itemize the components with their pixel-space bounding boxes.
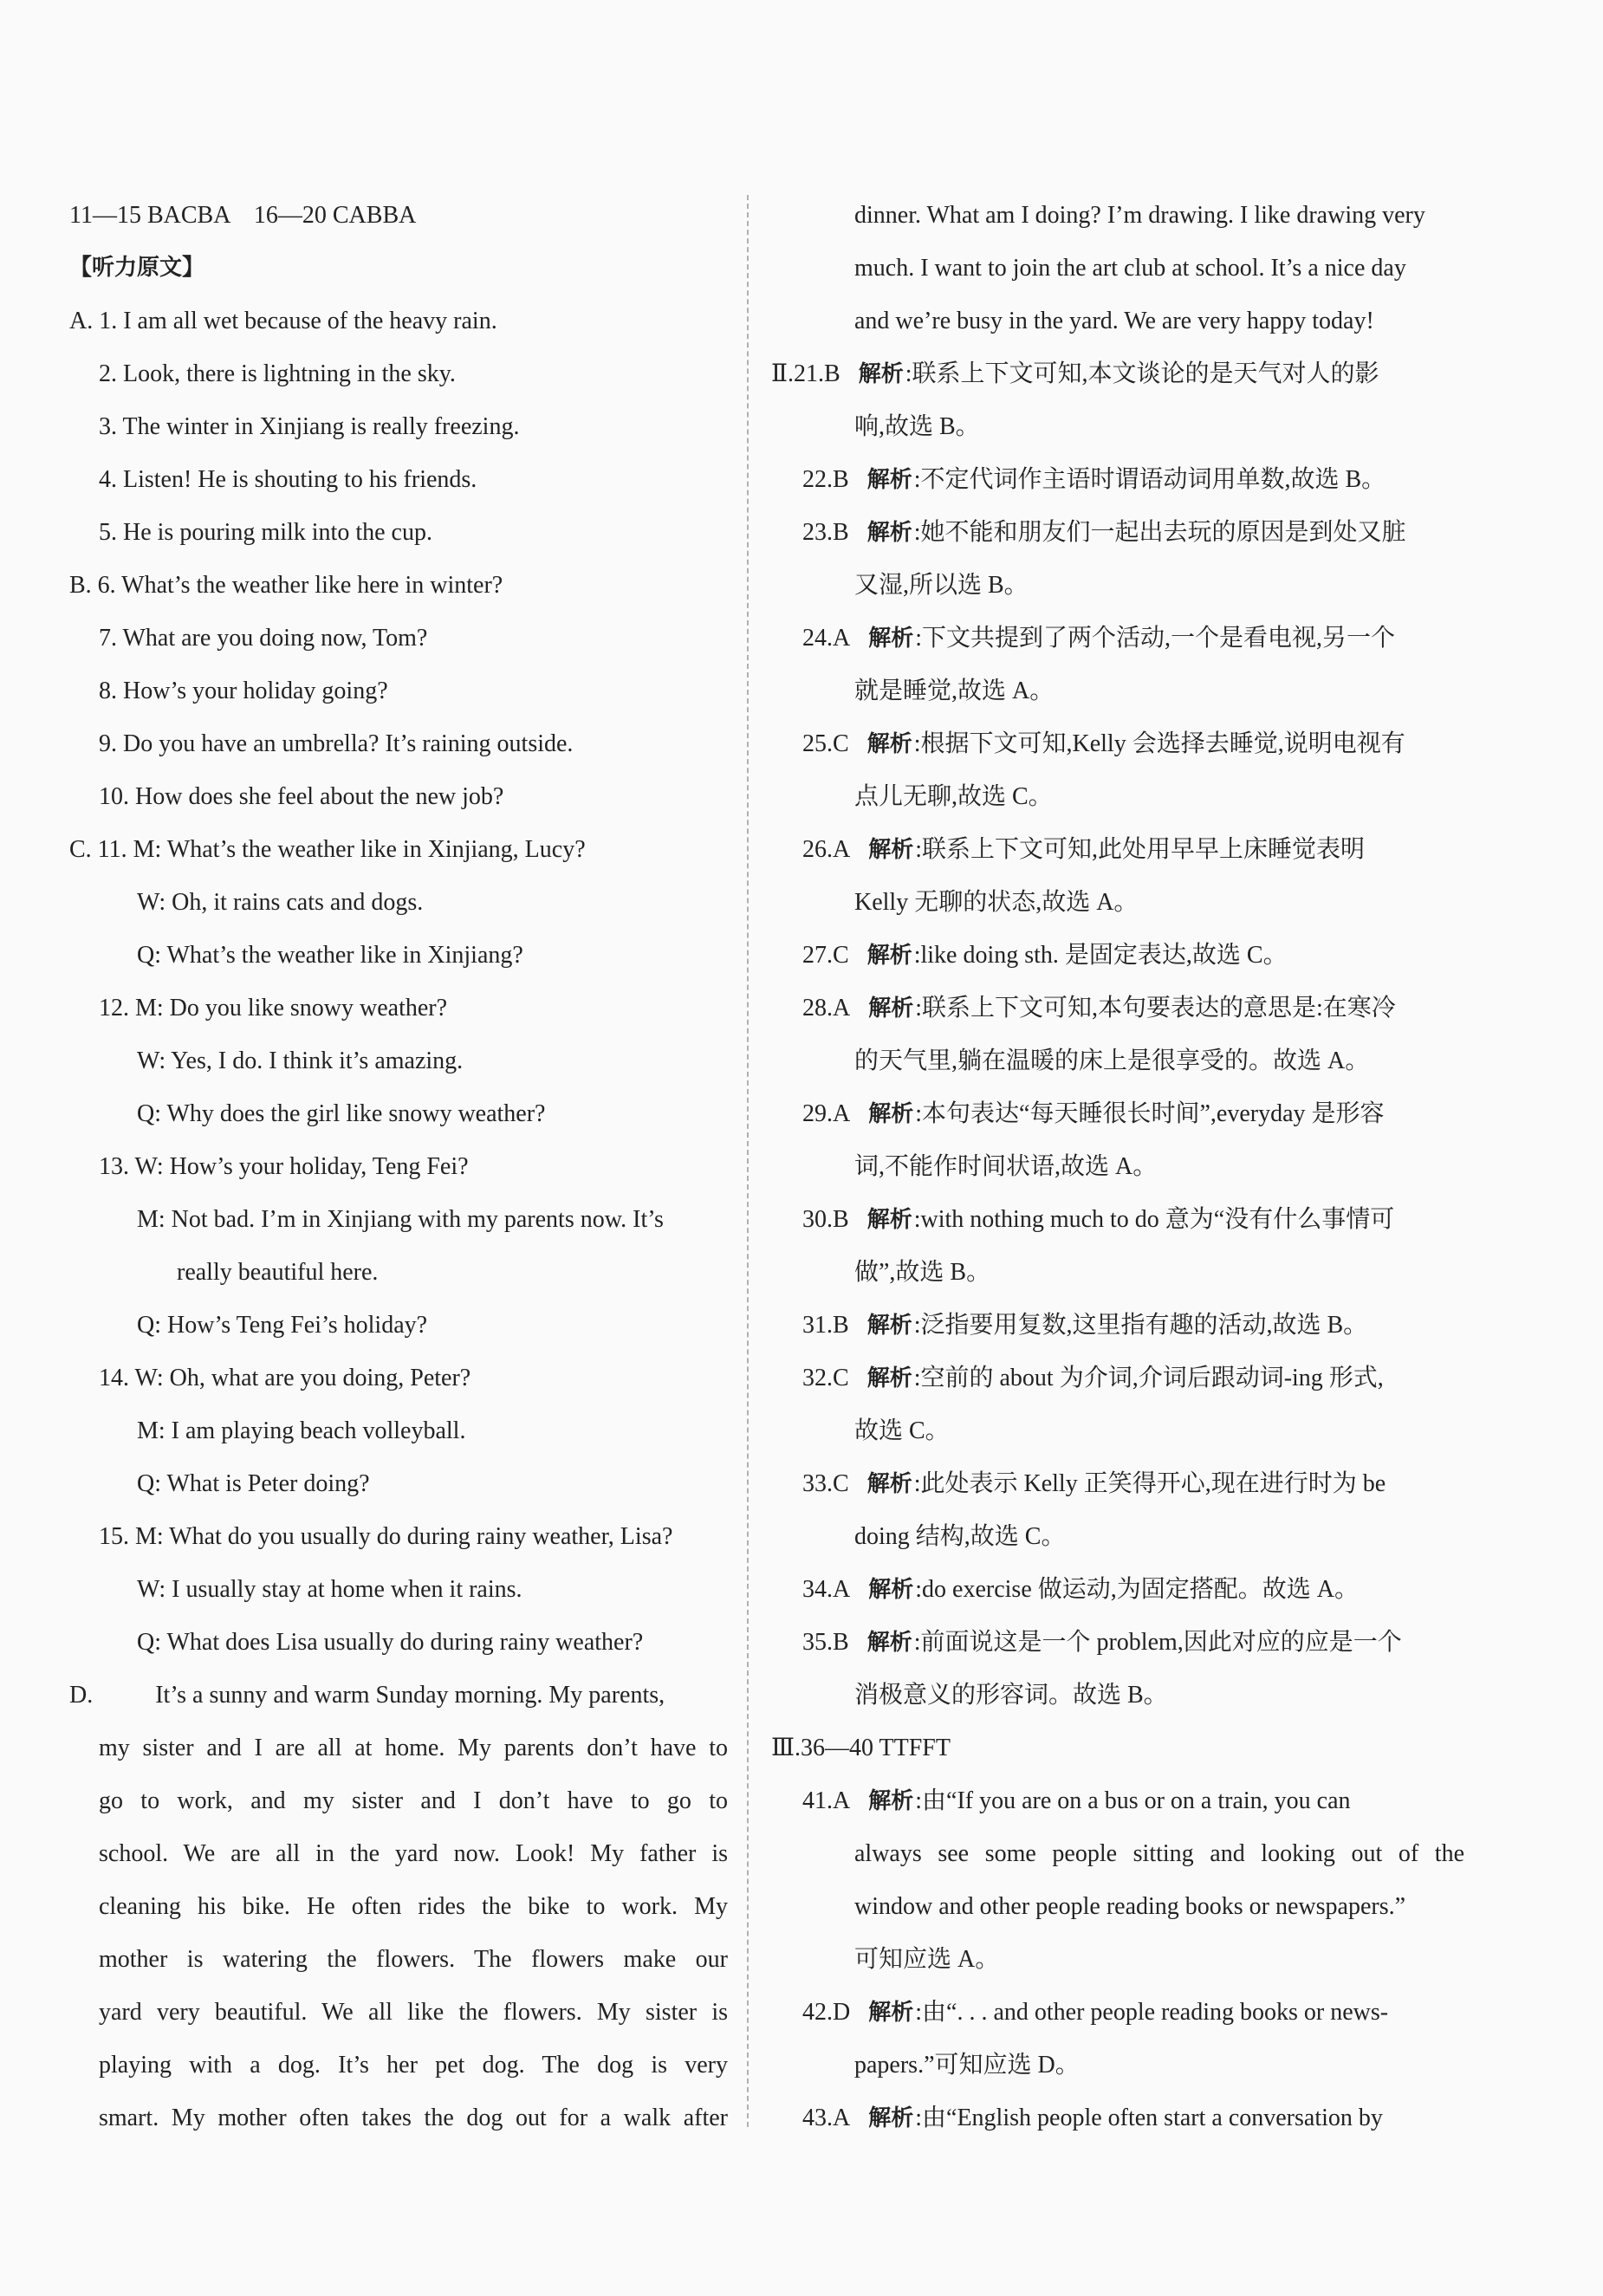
analysis-keyword: 解析 <box>866 520 912 546</box>
part-b-line: 8. How’s your holiday going? <box>99 678 388 704</box>
analysis-keyword: 解析 <box>868 837 914 863</box>
part-d-continued: and we’re busy in the yard. We are very happy today! <box>854 308 1374 334</box>
answer-number: 33.C <box>802 1470 849 1497</box>
right-column <box>771 189 1464 2144</box>
section-3-prefix: Ⅲ. <box>771 1735 802 1761</box>
answers-text: 36—40 TTFFT <box>801 1735 951 1761</box>
analysis-text: :联系上下文可知,此处用早早上床睡觉表明 <box>915 836 1366 863</box>
part-d-continued: dinner. What am I doing? I’m drawing. I like drawing very <box>854 202 1425 229</box>
answer-item-30 <box>771 1193 1464 1246</box>
part-c-line: really beautiful here. <box>177 1259 379 1286</box>
part-c-line: M: Not bad. I’m in Xinjiang with my parents now. It’s <box>137 1206 664 1233</box>
answer-number: 29.A <box>802 1100 851 1127</box>
analysis-text: :like doing sth. 是固定表达,故选 C。 <box>913 942 1288 969</box>
part-b-line: 10. How does she feel about the new job? <box>99 783 504 810</box>
analysis-keyword: 解析 <box>868 2105 914 2131</box>
part-d-continued: much. I want to join the art club at school. It’s a nice day <box>854 255 1406 282</box>
answer-number: 22.B <box>802 466 849 493</box>
part-c-line: W: Yes, I do. I think it’s amazing. <box>137 1047 464 1074</box>
part-c-line: Q: What does Lisa usually do during rainy weather? <box>137 1629 644 1656</box>
answers-36-40 <box>771 1722 1464 1774</box>
analysis-keyword: 解析 <box>868 996 914 1022</box>
analysis-keyword: 解析 <box>866 467 912 493</box>
analysis-text: :本句表达“每天睡很长时间”,everyday 是形容 <box>915 1100 1385 1127</box>
answer-item-41 <box>771 1774 1464 1827</box>
answer-item-32 <box>771 1352 1464 1404</box>
part-b-line: 9. Do you have an umbrella? It’s raining outside. <box>99 730 574 757</box>
analysis-continued: 又湿,所以选 B。 <box>854 572 1029 599</box>
analysis-text: :她不能和朋友们一起出去玩的原因是到处又脏 <box>913 519 1406 546</box>
part-d-label: D. <box>69 1682 94 1709</box>
answer-number: 30.B <box>802 1206 849 1233</box>
part-c-line: Q: What’s the weather like in Xinjiang? <box>137 942 523 969</box>
answer-number: 24.A <box>802 625 851 652</box>
answer-item-25 <box>771 717 1464 770</box>
answer-item-35 <box>771 1616 1464 1669</box>
part-c-line: Q: Why does the girl like snowy weather? <box>137 1100 546 1127</box>
part-c-line: 12. M: Do you like snowy weather? <box>99 995 448 1022</box>
analysis-text: :do exercise 做运动,为固定搭配。故选 A。 <box>915 1576 1359 1603</box>
column-divider <box>747 195 749 2127</box>
analysis-continued: always see some people sitting and looking out of the <box>854 1840 1464 1867</box>
answer-number: 43.A <box>802 2105 851 2131</box>
analysis-text: :由“If you are on a bus or on a train, you can <box>915 1787 1351 1814</box>
analysis-keyword: 解析 <box>868 2000 914 2026</box>
answer-number: 28.A <box>802 995 851 1022</box>
answer-item-27 <box>771 929 1464 982</box>
answer-item-26 <box>771 823 1464 876</box>
answer-item-28 <box>771 982 1464 1034</box>
part-c-line: W: I usually stay at home when it rains. <box>137 1576 522 1603</box>
answer-number: 32.C <box>802 1365 849 1391</box>
analysis-keyword: 解析 <box>866 1630 912 1656</box>
answer-item-29 <box>771 1087 1464 1140</box>
part-d-line: school. We are all in the yard now. Look! My father is <box>99 1840 728 1867</box>
section-title: 【听力原文】 <box>69 255 205 281</box>
part-b-line: 7. What are you doing now, Tom? <box>99 625 428 652</box>
answer-number: 35.B <box>802 1629 849 1656</box>
answer-item-31 <box>771 1299 1464 1352</box>
analysis-continued: 响,故选 B。 <box>854 413 980 440</box>
analysis-keyword: 解析 <box>866 1207 912 1233</box>
analysis-text: :前面说这是一个 problem,因此对应的应是一个 <box>913 1629 1402 1656</box>
analysis-text: :联系上下文可知,本文谈论的是天气对人的影 <box>905 360 1379 387</box>
part-c-line: 14. W: Oh, what are you doing, Peter? <box>99 1365 471 1391</box>
part-a-line: 4. Listen! He is shouting to his friends. <box>99 466 477 493</box>
answer-number: 31.B <box>802 1312 849 1339</box>
analysis-continued: 做”,故选 B。 <box>854 1259 991 1286</box>
analysis-continued: 故选 C。 <box>854 1417 950 1444</box>
answer-number: 23.B <box>802 519 849 546</box>
analysis-keyword: 解析 <box>866 731 912 757</box>
part-c-line: 13. W: How’s your holiday, Teng Fei? <box>99 1153 469 1180</box>
analysis-text: :根据下文可知,Kelly 会选择去睡觉,说明电视有 <box>913 730 1405 757</box>
part-d-line: my sister and I are all at home. My parents don’t have to <box>99 1735 728 1761</box>
answer-item-23 <box>771 506 1464 559</box>
analysis-keyword: 解析 <box>868 626 914 652</box>
analysis-continued: 点儿无聊,故选 C。 <box>854 783 1053 810</box>
answer-item-33 <box>771 1457 1464 1510</box>
analysis-text: :with nothing much to do 意为“没有什么事情可 <box>913 1206 1395 1233</box>
answers-11-20: 11—15 BACBA 16—20 CABBA <box>69 202 417 229</box>
answer-item-21 <box>771 347 1464 400</box>
analysis-continued: papers.”可知应选 D。 <box>854 2052 1080 2079</box>
section-2-prefix: Ⅱ. <box>771 360 795 387</box>
analysis-keyword: 解析 <box>866 1471 912 1497</box>
analysis-continued: 就是睡觉,故选 A。 <box>854 678 1055 704</box>
analysis-text: :此处表示 Kelly 正笑得开心,现在进行时为 be <box>913 1470 1386 1497</box>
analysis-keyword: 解析 <box>866 943 912 969</box>
part-d-first-line <box>69 1669 728 1722</box>
answer-item-34 <box>771 1563 1464 1616</box>
analysis-keyword: 解析 <box>858 361 904 387</box>
answer-item-43 <box>771 2092 1464 2144</box>
part-a-line: 2. Look, there is lightning in the sky. <box>99 360 456 387</box>
analysis-text: :空前的 about 为介词,介词后跟动词-ing 形式, <box>913 1365 1384 1391</box>
part-c-line: M: I am playing beach volleyball. <box>137 1417 466 1444</box>
analysis-continued: 的天气里,躺在温暖的床上是很享受的。故选 A。 <box>854 1047 1370 1074</box>
answer-number: 25.C <box>802 730 849 757</box>
analysis-continued: 可知应选 A。 <box>854 1946 1000 1973</box>
answer-item-24 <box>771 612 1464 665</box>
part-d-line: smart. My mother often takes the dog out for a walk after <box>99 2105 728 2131</box>
analysis-continued: 词,不能作时间状语,故选 A。 <box>854 1153 1158 1180</box>
answer-number: 21.B <box>794 360 840 387</box>
analysis-continued: doing 结构,故选 C。 <box>854 1523 1066 1550</box>
answer-number: 42.D <box>802 1999 851 2026</box>
part-d-line: go to work, and my sister and I don’t have to go to <box>99 1787 728 1814</box>
part-d-line: yard very beautiful. We all like the flowers. My sister is <box>99 1999 728 2026</box>
part-d-line: mother is watering the flowers. The flowers make our <box>99 1946 728 1973</box>
part-a-line: 5. He is pouring milk into the cup. <box>99 519 432 546</box>
part-c-line: Q: How’s Teng Fei’s holiday? <box>137 1312 428 1339</box>
analysis-text: :由“. . . and other people reading books or news- <box>915 1999 1389 2026</box>
analysis-text: :由“English people often start a conversation by <box>915 2105 1383 2131</box>
analysis-text: :泛指要用复数,这里指有趣的活动,故选 B。 <box>913 1312 1368 1339</box>
part-c-line: 15. M: What do you usually do during rainy weather, Lisa? <box>99 1523 673 1550</box>
part-b-line: B. 6. What’s the weather like here in winter? <box>69 572 503 599</box>
part-c-line: Q: What is Peter doing? <box>137 1470 370 1497</box>
answer-number: 26.A <box>802 836 851 863</box>
analysis-text: :联系上下文可知,本句要表达的意思是:在寒冷 <box>915 995 1396 1022</box>
analysis-continued: window and other people reading books or newspapers.” <box>854 1893 1406 1920</box>
answer-number: 34.A <box>802 1576 851 1603</box>
analysis-keyword: 解析 <box>866 1365 912 1391</box>
answer-item-22 <box>771 453 1464 506</box>
analysis-text: :下文共提到了两个活动,一个是看电视,另一个 <box>915 625 1396 652</box>
part-c-line: C. 11. M: What’s the weather like in Xinjiang, Lucy? <box>69 836 586 863</box>
part-d-line: playing with a dog. It’s her pet dog. The dog is very <box>99 2052 728 2079</box>
analysis-text: :不定代词作主语时谓语动词用单数,故选 B。 <box>913 466 1386 493</box>
analysis-keyword: 解析 <box>866 1313 912 1339</box>
analysis-keyword: 解析 <box>868 1101 914 1127</box>
part-a-line: 3. The winter in Xinjiang is really freezing. <box>99 413 520 440</box>
part-d-text: It’s a sunny and warm Sunday morning. My parents, <box>155 1682 665 1709</box>
part-a-line: A. 1. I am all wet because of the heavy rain. <box>69 308 497 334</box>
part-d-line: cleaning his bike. He often rides the bike to work. My <box>99 1893 728 1920</box>
part-c-line: W: Oh, it rains cats and dogs. <box>137 889 424 916</box>
answer-number: 27.C <box>802 942 849 969</box>
left-column <box>69 189 728 2144</box>
analysis-continued: 消极意义的形容词。故选 B。 <box>854 1682 1168 1709</box>
answer-number: 41.A <box>802 1787 851 1814</box>
answer-item-42 <box>771 1986 1464 2039</box>
analysis-keyword: 解析 <box>868 1788 914 1814</box>
analysis-continued: Kelly 无聊的状态,故选 A。 <box>854 889 1139 916</box>
analysis-keyword: 解析 <box>868 1577 914 1603</box>
